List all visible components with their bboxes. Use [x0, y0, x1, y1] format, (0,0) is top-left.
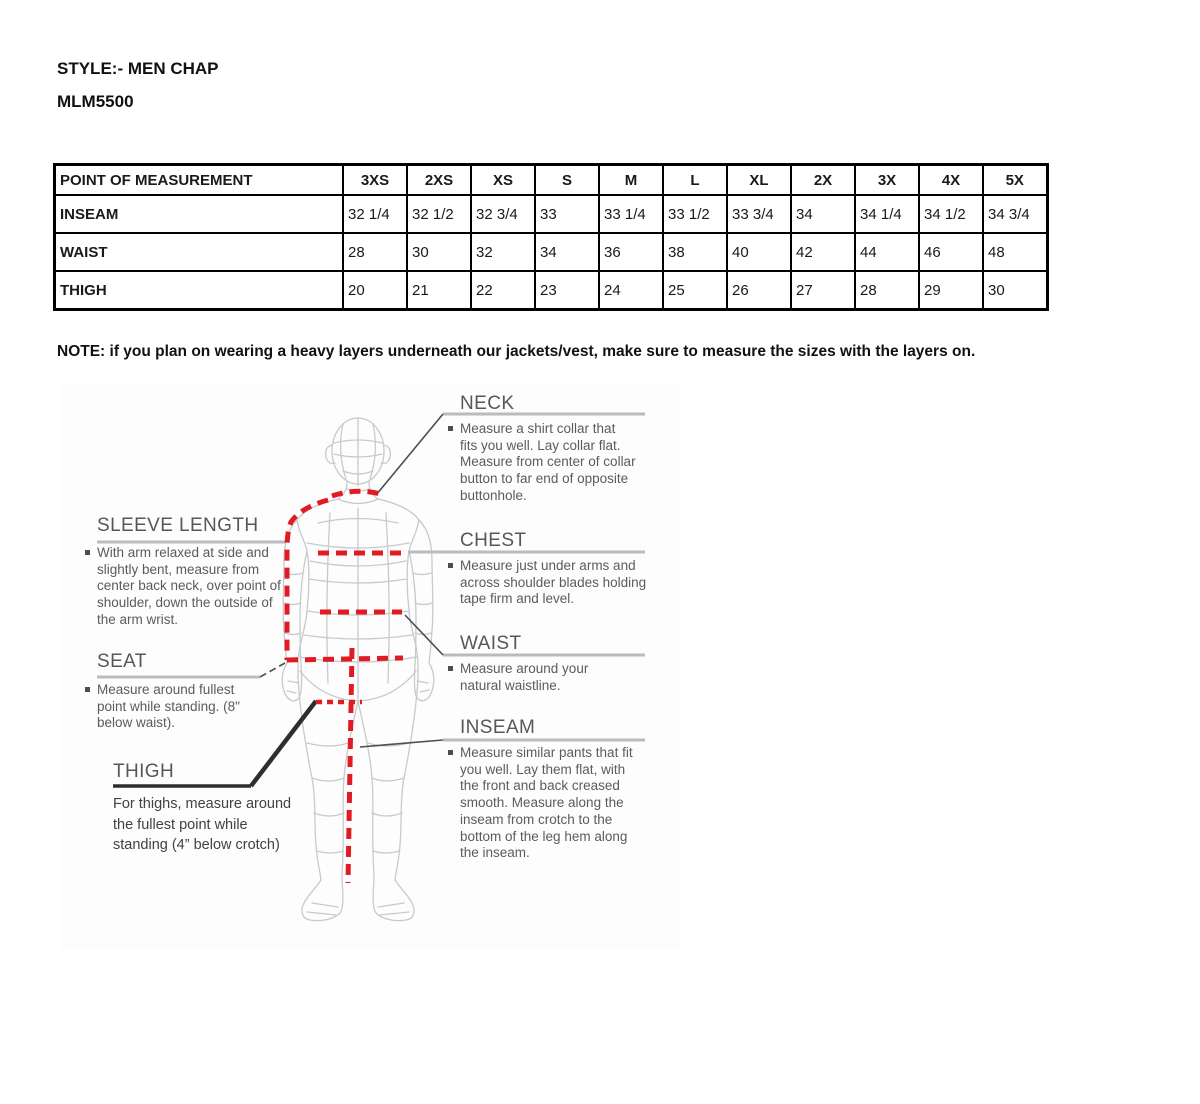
waist-value: 42	[791, 233, 855, 271]
waist-value: 40	[727, 233, 791, 271]
bullet-square-icon	[448, 426, 453, 431]
inseam-value: 33 1/2	[663, 195, 727, 233]
neck-instructions: Measure a shirt collar that fits you well. Lay collar flat. Measure from center of collar button to far end of opposite buttonhole.	[448, 421, 636, 505]
inseam-value: 33 1/4	[599, 195, 663, 233]
waist-instructions: Measure around your natural waistline.	[448, 661, 613, 694]
col-header-m: M	[599, 165, 663, 196]
waist-value: 44	[855, 233, 919, 271]
seat-instructions: Measure around fullest point while standing. (8" below waist).	[85, 682, 253, 732]
thigh-value: 20	[343, 271, 407, 310]
table-row-thigh	[55, 271, 1048, 310]
sleeve-length-instructions: With arm relaxed at side and slightly bent, measure from center back neck, over point of shoulder, down the outside of the arm wrist.	[85, 545, 281, 629]
inseam-value: 34 1/4	[855, 195, 919, 233]
chest-instructions: Measure just under arms and across shoulder blades holding tape firm and level.	[448, 558, 648, 608]
style-line: STYLE:- MEN CHAP	[57, 59, 219, 78]
thigh-instructions: For thighs, measure around the fullest point while standing (4” below crotch)	[113, 796, 292, 854]
bullet-square-icon	[448, 750, 453, 755]
diagram-heading-sleeve-length: SLEEVE LENGTH	[97, 515, 259, 536]
thigh-value: 21	[407, 271, 471, 310]
neck-leader-line	[376, 414, 443, 495]
col-header-s: S	[535, 165, 599, 196]
thigh-value: 22	[471, 271, 535, 310]
layers-note: NOTE: if you plan on wearing a heavy layers underneath our jackets/vest, make sure to measure the sizes with the layers on.	[57, 343, 976, 360]
bullet-square-icon	[448, 666, 453, 671]
col-header-2xs: 2XS	[407, 165, 471, 196]
thigh-value: 25	[663, 271, 727, 310]
bullet-square-icon	[85, 687, 90, 692]
waist-value: 38	[663, 233, 727, 271]
col-header-5x: 5X	[983, 165, 1047, 196]
waist-value: 36	[599, 233, 663, 271]
col-header-xs: XS	[471, 165, 535, 196]
col-header-2x: 2X	[791, 165, 855, 196]
collar-measure-line	[332, 491, 384, 496]
document-title-block	[57, 52, 219, 118]
col-header-3x: 3X	[855, 165, 919, 196]
diagram-heading-waist: WAIST	[460, 633, 522, 654]
row-label-waist: WAIST	[55, 233, 344, 271]
inseam-measure-line	[348, 648, 352, 883]
inseam-value: 33 3/4	[727, 195, 791, 233]
thigh-value: 23	[535, 271, 599, 310]
thigh-value: 28	[855, 271, 919, 310]
seat-leader-line	[260, 663, 285, 677]
col-header-4x: 4X	[919, 165, 983, 196]
size-table	[53, 163, 1049, 311]
diagram-heading-thigh: THIGH	[113, 761, 175, 782]
diagram-heading-chest: CHEST	[460, 530, 527, 551]
table-row-inseam	[55, 195, 1048, 233]
waist-value: 30	[407, 233, 471, 271]
inseam-value: 32 1/2	[407, 195, 471, 233]
measurement-diagram	[60, 383, 680, 950]
waist-value: 28	[343, 233, 407, 271]
inseam-value: 32 1/4	[343, 195, 407, 233]
col-header-l: L	[663, 165, 727, 196]
inseam-value: 32 3/4	[471, 195, 535, 233]
thigh-value: 24	[599, 271, 663, 310]
inseam-value: 34 1/2	[919, 195, 983, 233]
bullet-square-icon	[85, 550, 90, 555]
inseam-leader-line	[360, 740, 443, 747]
model-number: MLM5500	[57, 92, 134, 111]
col-header-point-of-measurement: POINT OF MEASUREMENT	[55, 165, 344, 196]
row-label-thigh: THIGH	[55, 271, 344, 310]
table-row-waist	[55, 233, 1048, 271]
waist-value: 48	[983, 233, 1047, 271]
waist-value: 32	[471, 233, 535, 271]
thigh-value: 27	[791, 271, 855, 310]
col-header-3xs: 3XS	[343, 165, 407, 196]
thigh-value: 26	[727, 271, 791, 310]
diagram-heading-inseam: INSEAM	[460, 717, 536, 738]
row-label-inseam: INSEAM	[55, 195, 344, 233]
waist-value: 46	[919, 233, 983, 271]
inseam-value: 33	[535, 195, 599, 233]
thigh-value: 30	[983, 271, 1047, 310]
thigh-value: 29	[919, 271, 983, 310]
diagram-heading-seat: SEAT	[97, 651, 147, 672]
inseam-instructions: Measure similar pants that fit you well. Lay them flat, with the front and back creased smooth. Measure along the inseam from crotch to the bottom of the leg hem along the inseam.	[448, 745, 640, 862]
bullet-square-icon	[448, 563, 453, 568]
waist-value: 34	[535, 233, 599, 271]
size-table-header-row	[55, 165, 1048, 196]
inseam-value: 34	[791, 195, 855, 233]
inseam-value: 34 3/4	[983, 195, 1047, 233]
col-header-xl: XL	[727, 165, 791, 196]
diagram-heading-neck: NECK	[460, 393, 515, 414]
